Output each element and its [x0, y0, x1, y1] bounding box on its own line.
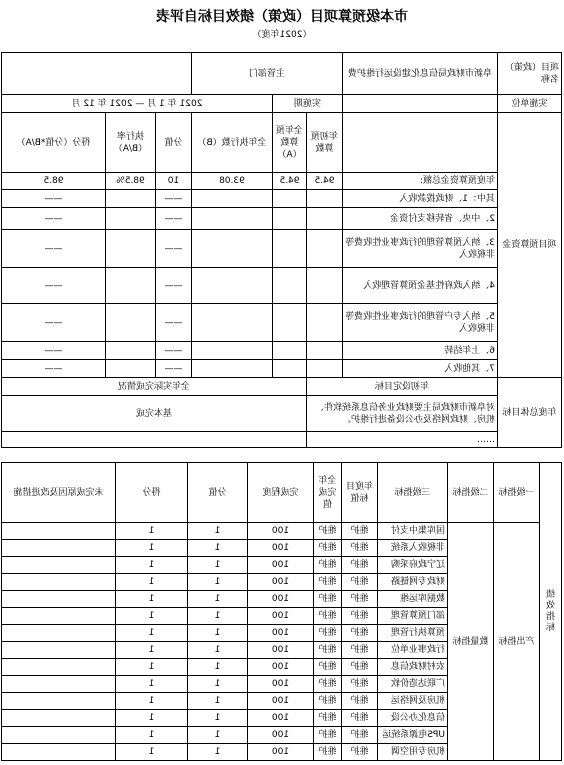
indicator-score: 1 [116, 540, 188, 557]
indicator-score: 1 [116, 744, 188, 761]
indicator-reason [2, 540, 116, 557]
indicator-name: 机房专用空调 [378, 744, 448, 761]
budget-col-item [342, 113, 497, 173]
indicator-target: 维护 [342, 608, 378, 625]
budget-row-label: 2、中央、省转移支付资金 [342, 208, 497, 230]
budget-row-score: —— [1, 208, 105, 230]
indicator-degree: 100 [248, 727, 314, 744]
indicator-actual: 维护 [314, 693, 342, 710]
budget-row-full [272, 268, 306, 304]
budget-col-score-value: 分值 [155, 113, 191, 173]
indicator-name: 机房及网络运 [378, 693, 448, 710]
indicator-row [2, 523, 562, 540]
indicator-value: 1 [188, 557, 248, 574]
indicator-actual: 维护 [314, 710, 342, 727]
indicator-name: 行政事业单位 [378, 642, 448, 659]
budget-row-init [306, 360, 342, 378]
budget-row [1, 342, 561, 360]
indicator-col-actual: 全年完成值 [314, 463, 342, 523]
indicator-score: 1 [116, 557, 188, 574]
indicator-target: 维护 [342, 659, 378, 676]
indicator-target: 维护 [342, 523, 378, 540]
indicator-col-level1: 一级指标 [494, 463, 540, 523]
budget-row-init [306, 304, 342, 342]
goals-planned-text: 对阜新市财政局主要财政业务信息系统软件、机房、财政网络及办公设备进行维护。 [306, 396, 497, 432]
budget-row-score: —— [1, 304, 105, 342]
unit-value [342, 95, 497, 113]
indicator-score: 1 [116, 693, 188, 710]
goals-section-label: 年度总体目标 [498, 378, 562, 448]
indicator-degree: 100 [248, 744, 314, 761]
indicator-col-target: 年度目标值 [342, 463, 378, 523]
budget-row-rate [105, 342, 155, 360]
budget-row-label: 年度预算资金总额: [342, 173, 497, 190]
budget-row-init [306, 208, 342, 230]
indicator-degree: 100 [248, 608, 314, 625]
indicator-target: 维护 [342, 574, 378, 591]
indicator-value: 1 [188, 676, 248, 693]
indicator-target: 维护 [342, 540, 378, 557]
goals-actual-blank [1, 432, 306, 448]
budget-row-score-value: —— [155, 230, 191, 268]
indicator-reason [2, 591, 116, 608]
indicator-actual: 维护 [314, 608, 342, 625]
indicator-value: 1 [188, 523, 248, 540]
indicator-actual: 维护 [314, 676, 342, 693]
budget-row-rate [105, 190, 155, 208]
indicator-side-text: 绩效指标 [545, 589, 555, 633]
indicator-target: 维护 [342, 727, 378, 744]
indicator-degree: 100 [248, 557, 314, 574]
indicator-col-value: 分值 [188, 463, 248, 523]
indicator-score: 1 [116, 608, 188, 625]
indicator-value: 1 [188, 693, 248, 710]
indicator-value: 1 [188, 540, 248, 557]
indicator-reason [2, 574, 116, 591]
indicator-score: 1 [116, 591, 188, 608]
indicator-level2-cell: 数量指标 [448, 523, 494, 761]
indicator-reason [2, 727, 116, 744]
budget-col-full: 全年预算数（A） [272, 113, 306, 173]
indicator-actual: 维护 [314, 659, 342, 676]
budget-row-exec [191, 342, 272, 360]
budget-row [1, 190, 561, 208]
indicator-col-score: 得分 [116, 463, 188, 523]
indicator-name: 部门预算管理 [378, 608, 448, 625]
indicator-value: 1 [188, 574, 248, 591]
indicator-score: 1 [116, 523, 188, 540]
budget-row-score-value: —— [155, 190, 191, 208]
indicator-reason [2, 693, 116, 710]
indicator-actual: 维护 [314, 574, 342, 591]
budget-row-full [272, 360, 306, 378]
budget-row-exec [191, 268, 272, 304]
budget-section-label: 项目预算资金 [498, 113, 562, 378]
indicator-reason [2, 625, 116, 642]
indicator-actual: 维护 [314, 523, 342, 540]
budget-row-init: 94.5 [306, 173, 342, 190]
indicator-reason [2, 642, 116, 659]
indicator-score: 1 [116, 625, 188, 642]
indicator-level1-cell: 产出指标 [494, 523, 540, 761]
indicator-value: 1 [188, 727, 248, 744]
indicator-value: 1 [188, 744, 248, 761]
budget-row-score: —— [1, 342, 105, 360]
budget-row-exec [191, 190, 272, 208]
budget-row-label: 其中：1、财政拨款收入 [342, 190, 497, 208]
indicator-score: 1 [116, 659, 188, 676]
budget-row [1, 208, 561, 230]
page-title: 市本级预算项目（政策）绩效目标自评表 [156, 9, 408, 25]
indicator-degree: 100 [248, 523, 314, 540]
indicator-target: 维护 [342, 625, 378, 642]
indicator-name: 广联达造价软 [378, 676, 448, 693]
indicator-degree: 100 [248, 693, 314, 710]
budget-row-exec [191, 304, 272, 342]
indicator-reason [2, 557, 116, 574]
indicator-target: 维护 [342, 744, 378, 761]
goals-planned-header: 年初设定目标 [306, 378, 497, 396]
budget-row [1, 230, 561, 268]
indicator-value: 1 [188, 710, 248, 727]
budget-col-exec: 全年执行数（B） [191, 113, 272, 173]
indicator-value: 1 [188, 642, 248, 659]
budget-row-rate [105, 304, 155, 342]
indicator-name: 农村财政信息 [378, 659, 448, 676]
indicator-degree: 100 [248, 710, 314, 727]
dept-value [1, 53, 191, 95]
budget-row-rate: 98.5% [105, 173, 155, 190]
indicator-degree: 100 [248, 540, 314, 557]
budget-row-full [272, 304, 306, 342]
unit-label: 实施单位 [498, 95, 562, 113]
goals-actual-text: 基本完成 [1, 396, 306, 432]
dept-label: 主管部门 [191, 53, 342, 95]
budget-col-init: 年初预算数 [306, 113, 342, 173]
indicator-reason [2, 676, 116, 693]
indicator-target: 维护 [342, 591, 378, 608]
budget-row [1, 360, 561, 378]
budget-row-full [272, 190, 306, 208]
budget-col-score: 得分（分值*B/A） [1, 113, 105, 173]
indicator-actual: 维护 [314, 591, 342, 608]
project-name-label: 项目（政策）名称 [498, 53, 562, 95]
indicator-col-level3: 三级指标 [378, 463, 448, 523]
indicator-col-level2: 二级指标 [448, 463, 494, 523]
budget-row-score-value: 10 [155, 173, 191, 190]
budget-row-score: 98.5 [1, 173, 105, 190]
budget-row-score-value: —— [155, 208, 191, 230]
budget-row-rate [105, 360, 155, 378]
indicator-target: 维护 [342, 676, 378, 693]
budget-col-rate: 执行率（B/A） [105, 113, 155, 173]
budget-row-score: —— [1, 268, 105, 304]
indicator-target: 维护 [342, 557, 378, 574]
period-label: 实施期 [272, 95, 342, 113]
budget-row-label: 3、纳入预算管理的行政事业性收费等非税收入 [342, 230, 497, 268]
budget-row-full: 94.5 [272, 173, 306, 190]
indicator-degree: 100 [248, 591, 314, 608]
indicator-score: 1 [116, 727, 188, 744]
budget-row-score-value: —— [155, 342, 191, 360]
indicator-actual: 维护 [314, 642, 342, 659]
indicator-degree: 100 [248, 642, 314, 659]
indicator-degree: 100 [248, 676, 314, 693]
indicator-side-label [540, 463, 562, 761]
budget-row-score: —— [1, 230, 105, 268]
indicator-col-degree: 完成程度 [248, 463, 314, 523]
indicator-name: 数据库运维 [378, 591, 448, 608]
indicator-score: 1 [116, 642, 188, 659]
indicator-score: 1 [116, 676, 188, 693]
indicator-reason [2, 659, 116, 676]
page-subtitle: （2021年度） [252, 30, 312, 40]
indicator-reason [2, 744, 116, 761]
indicator-actual: 维护 [314, 625, 342, 642]
budget-row [1, 173, 561, 190]
budget-row-full [272, 230, 306, 268]
goals-actual-header: 全年实际完成情况 [1, 378, 306, 396]
indicator-score: 1 [116, 574, 188, 591]
indicator-actual: 维护 [314, 557, 342, 574]
indicator-value: 1 [188, 625, 248, 642]
indicator-col-reason: 未完成原因及改进措施 [2, 463, 116, 523]
indicator-actual: 维护 [314, 744, 342, 761]
budget-row [1, 304, 561, 342]
indicator-reason [2, 523, 116, 540]
budget-row-label: 5、纳入专户管理的行政事业性收费等非税收入 [342, 304, 497, 342]
budget-row-score-value: —— [155, 268, 191, 304]
budget-row-rate [105, 268, 155, 304]
budget-row-score: —— [1, 360, 105, 378]
budget-row-score-value: —— [155, 360, 191, 378]
indicator-degree: 100 [248, 625, 314, 642]
indicator-table [1, 462, 562, 761]
indicator-value: 1 [188, 659, 248, 676]
indicator-score: 1 [116, 710, 188, 727]
budget-row-score-value: —— [155, 304, 191, 342]
indicator-target: 维护 [342, 642, 378, 659]
budget-row-label: 6、上年结转 [342, 342, 497, 360]
indicator-name: 非税收入系统 [378, 540, 448, 557]
indicator-reason [2, 710, 116, 727]
indicator-value: 1 [188, 608, 248, 625]
indicator-degree: 100 [248, 659, 314, 676]
project-name-value: 阜新市财政局信息化建设运行维护费 [342, 53, 497, 95]
budget-row-init [306, 342, 342, 360]
budget-goal-table [1, 52, 562, 448]
budget-row-label: 7、其他收入 [342, 360, 497, 378]
budget-row-full [272, 342, 306, 360]
budget-row-exec [191, 360, 272, 378]
budget-row-init [306, 190, 342, 208]
indicator-value: 1 [188, 591, 248, 608]
budget-row-label: 4、纳入政府性基金预算管理收入 [342, 268, 497, 304]
goals-ellipsis: …… [306, 432, 497, 448]
indicator-name: 国库集中支付 [378, 523, 448, 540]
indicator-reason [2, 608, 116, 625]
budget-row-rate [105, 230, 155, 268]
indicator-name: 信息化办公设 [378, 710, 448, 727]
budget-row-exec: 93.08 [191, 173, 272, 190]
indicator-target: 维护 [342, 693, 378, 710]
indicator-degree: 100 [248, 574, 314, 591]
budget-row-init [306, 230, 342, 268]
budget-row-init [306, 268, 342, 304]
indicator-name: 预算执行管理 [378, 625, 448, 642]
budget-row-full [272, 208, 306, 230]
indicator-name: 财政专网链路 [378, 574, 448, 591]
indicator-actual: 维护 [314, 540, 342, 557]
period-value: 2021 年 1 月 — 2021 年 12 月 [1, 95, 272, 113]
budget-row-rate [105, 208, 155, 230]
indicator-actual: 维护 [314, 727, 342, 744]
budget-row-score: —— [1, 190, 105, 208]
budget-row-exec [191, 208, 272, 230]
budget-row [1, 268, 561, 304]
budget-row-exec [191, 230, 272, 268]
indicator-name: UPS电源系统运 [378, 727, 448, 744]
indicator-name: 辽宁政府采购 [378, 557, 448, 574]
indicator-target: 维护 [342, 710, 378, 727]
